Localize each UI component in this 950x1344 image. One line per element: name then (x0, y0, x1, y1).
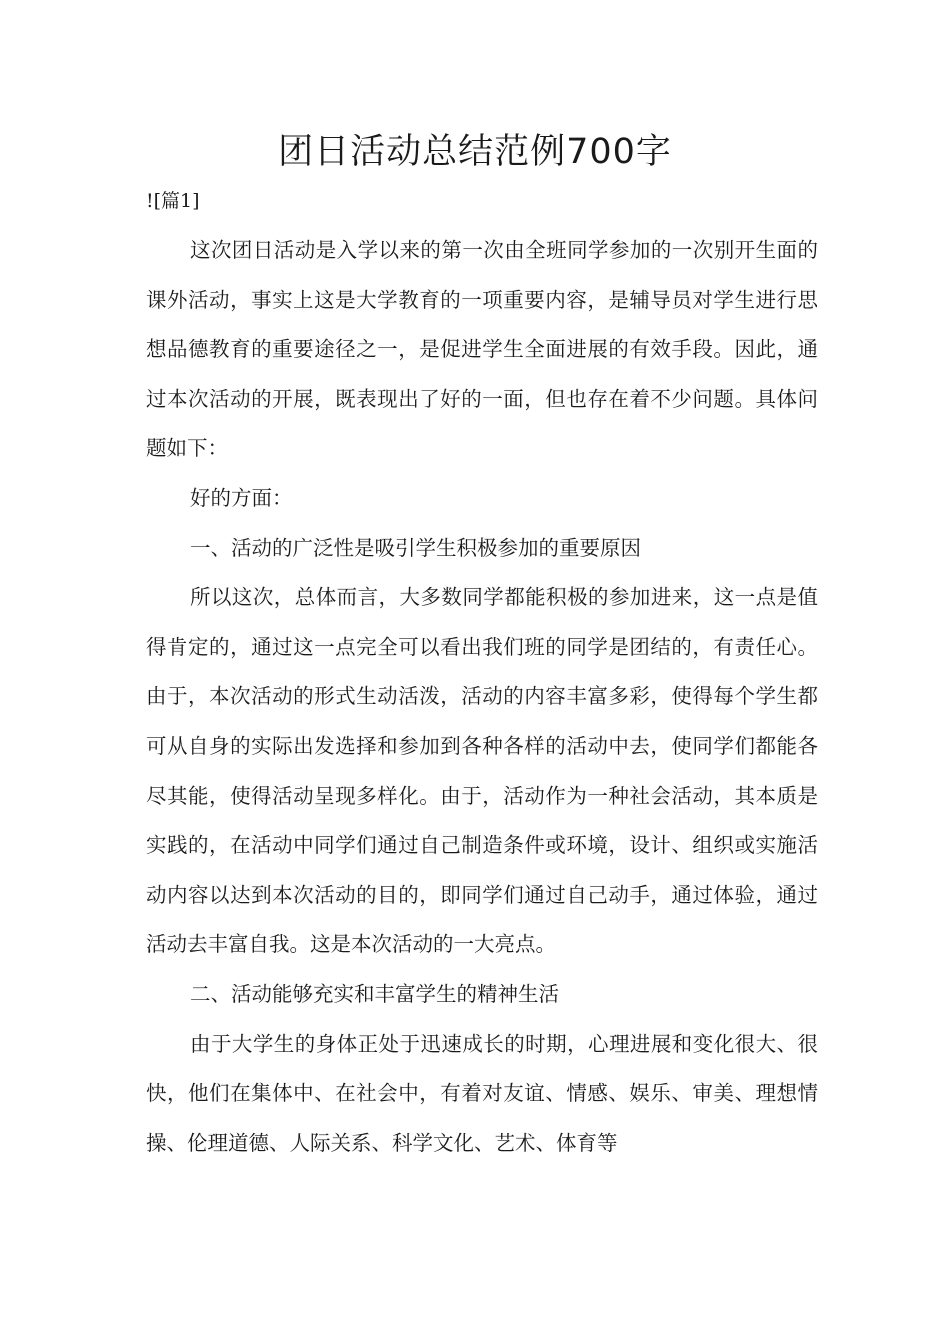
heading-point-one: 一、活动的广泛性是吸引学生积极参加的重要原因 (190, 535, 641, 560)
paragraph-intro: 这次团日活动是入学以来的第一次由全班同学参加的一次别开生面的课外活动，事实上这是大学教育的一项重要内容，是辅导员对学生进行思想品德教育的重要途径之一，是促进学生全面进展的有效手段。因此，通过本次活动的开展，既表现出了好的一面，但也存在着不少问题。具体问题如下： (146, 238, 818, 461)
paragraph-good-aspects: 好的方面： (190, 485, 293, 510)
document-title: 团日活动总结范例700字 (278, 132, 672, 172)
section-mark: ![篇1] (146, 190, 200, 212)
document-body (146, 226, 818, 1168)
heading-point-two: 二、活动能够充实和丰富学生的精神生活 (190, 981, 559, 1006)
paragraph-point-two: 由于大学生的身体正处于迅速成长的时期，心理进展和变化很大、很快，他们在集体中、在社会中，有着对友谊、情感、娱乐、审美、理想情操、伦理道德、人际关系、科学文化、艺术、体育等 (146, 1031, 818, 1155)
paragraph-point-one: 所以这次，总体而言，大多数同学都能积极的参加进来，这一点是值得肯定的，通过这一点完全可以看出我们班的同学是团结的，有责任心。由于，本次活动的形式生动活泼，活动的内容丰富多彩，使得每个学生都可从自身的实际出发选择和参加到各种各样的活动中去，使同学们都能各尽其能，使得活动呈现多样化。由于，活动作为一种社会活动，其本质是实践的，在活动中同学们通过自己制造条件或环境，设计、组织或实施活动内容以达到本次活动的目的，即同学们通过自己动手，通过体验，通过活动去丰富自我。这是本次活动的一大亮点。 (146, 585, 818, 957)
